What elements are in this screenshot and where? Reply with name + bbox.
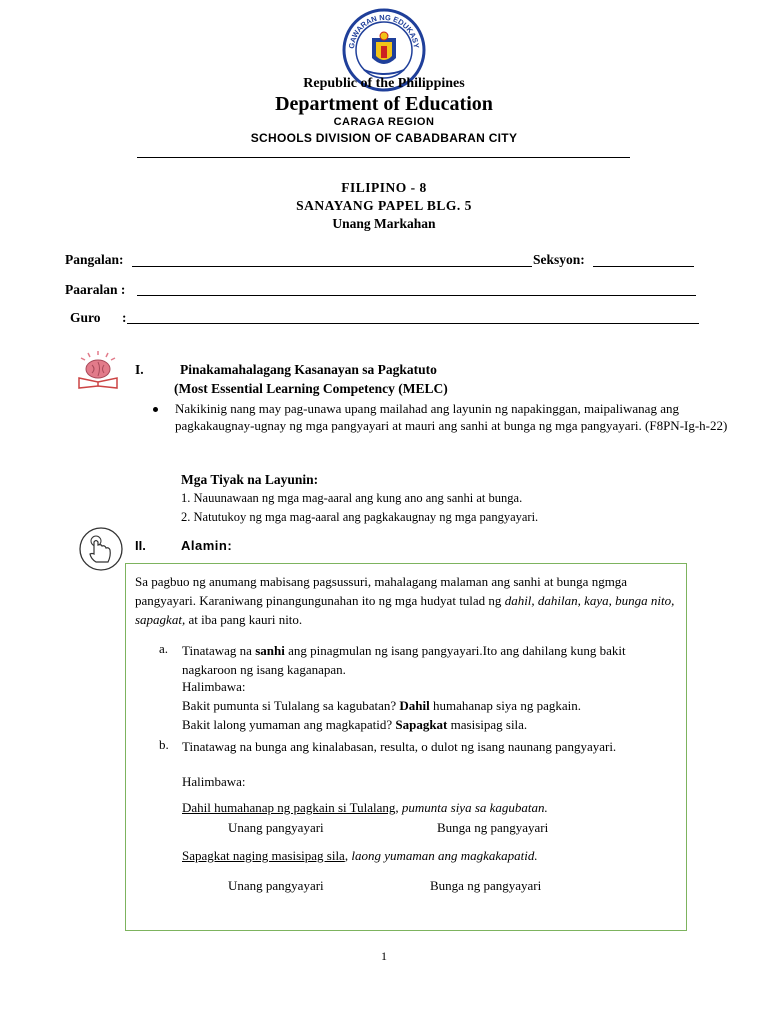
school-label: Paaralan :	[65, 282, 126, 297]
teacher-label: Guro	[70, 310, 101, 325]
a-ex1-bold: Dahil	[399, 698, 430, 713]
a-ex1-text-b: humahanap siya ng pagkain.	[429, 698, 581, 713]
intro-text-a: Sa pagbuo ng anumang mabisang pagsussuri, mahalagang malaman ang sanhi at bunga ngmga pangyayari. Karaniwang pinangungunahan ito ng mga hudyat tulad ng	[135, 574, 628, 608]
a-example-1	[182, 698, 581, 714]
intro-text-b: at iba pang kauri nito.	[185, 612, 303, 627]
teacher-colon: :	[122, 310, 127, 325]
b-example-1	[182, 800, 548, 816]
a-ex2-bold: Sapagkat	[395, 717, 448, 732]
b-ex2-cause: Sapagkat naging masisipag sila	[182, 848, 345, 863]
subject-title: FILIPINO - 8	[341, 180, 427, 195]
section1-subtitle: (Most Essential Learning Competency (MELC)	[174, 381, 448, 396]
b-ex1-label-cause: Unang pangyayari	[228, 820, 324, 835]
a-example-label: Halimbawa:	[182, 679, 246, 694]
b-ex1-effect: pumunta siya sa kagubatan.	[401, 800, 548, 815]
section1-title: Pinakamahalagang Kasanayan sa Pagkatuto	[180, 362, 437, 377]
section-label: Seksyon:	[533, 252, 585, 267]
a-example-2	[182, 717, 527, 733]
name-label: Pangalan:	[65, 252, 124, 267]
a-ex2-text-b: masisipag sila.	[447, 717, 528, 732]
section1-number: I.	[135, 362, 144, 377]
b-example-label: Halimbawa:	[182, 774, 246, 789]
item-a-text	[182, 641, 682, 679]
section-field[interactable]	[593, 266, 694, 267]
a-bold-sanhi: sanhi	[255, 643, 285, 658]
item-b-marker: b.	[159, 737, 169, 752]
b-ex2-comma: ,	[344, 848, 352, 863]
paper-title: SANAYANG PAPEL BLG. 5	[296, 198, 472, 213]
alamin-intro	[135, 572, 680, 629]
quarter-title: Unang Markahan	[332, 216, 436, 231]
item-b-text: Tinatawag na bunga ang kinalabasan, resulta, o dulot ng isang naunang pangyayari.	[182, 739, 617, 754]
objective-1: 1. Nauunawaan ng mga mag-aaral ang kung ano ang sanhi at bunga.	[181, 491, 523, 505]
name-field[interactable]	[132, 266, 532, 267]
a-ex1-text-a: Bakit pumunta si Tulalang sa kagubatan?	[182, 698, 400, 713]
b-example-2	[182, 848, 538, 864]
melc-text: Nakikinig nang may pag-unawa upang mailahad ang layunin ng napakinggan, maipaliwanag ang pagkakaugnay-ugnay ng mga pangyayari at mauri ang sanhi at bunga ng mga pangyayari. (F8PN-Ig-h-22)	[175, 401, 728, 433]
page-number: 1	[381, 949, 387, 963]
school-field[interactable]	[137, 295, 696, 296]
b-ex1-cause: Dahil humahanap ng pagkain si Tulalang	[182, 800, 396, 815]
b-ex2-effect: laong yumaman ang magkakapatid.	[351, 848, 538, 863]
republic-text: Republic of the Philippines	[303, 76, 465, 91]
brain-book-icon	[74, 350, 122, 390]
item-a-marker: a.	[159, 641, 169, 656]
section2-number: II.	[135, 538, 146, 553]
region-text: CARAGA REGION	[333, 116, 435, 128]
b-ex1-label-effect: Bunga ng pangyayari	[437, 820, 549, 835]
objectives-title: Mga Tiyak na Layunin:	[181, 472, 319, 487]
section2-title: Alamin:	[181, 538, 233, 553]
b-ex2-label-cause: Unang pangyayari	[228, 878, 324, 893]
objective-2: 2. Natutukoy ng mga mag-aaral ang pagkakaugnay ng mga pangyayari.	[181, 510, 539, 524]
division-text: SCHOOLS DIVISION OF CABADBARAN CITY	[250, 131, 518, 145]
a-text-2: ang pinagmulan ng isang pangyayari.Ito ang dahilang kung bakit nagkaroon ng isang kaganapan.	[182, 643, 626, 677]
svg-text:KAGAWARAN NG EDUKASYON: GAWARAN NG EDUKASY	[346, 12, 422, 50]
b-ex2-label-effect: Bunga ng pangyayari	[430, 878, 542, 893]
a-text-1: Tinatawag na	[182, 643, 256, 658]
touch-hand-icon	[76, 526, 126, 572]
bullet-dot	[153, 407, 158, 412]
intro-italic: dahil, dahilan, kaya, bunga nito, sapagkat,	[135, 593, 675, 627]
department-title: Department of Education	[275, 93, 493, 115]
a-ex2-text-a: Bakit lalong yumaman ang magkapatid?	[182, 717, 396, 732]
teacher-field[interactable]	[127, 323, 699, 324]
header-rule	[137, 157, 630, 158]
b-ex1-comma: ,	[395, 800, 402, 815]
